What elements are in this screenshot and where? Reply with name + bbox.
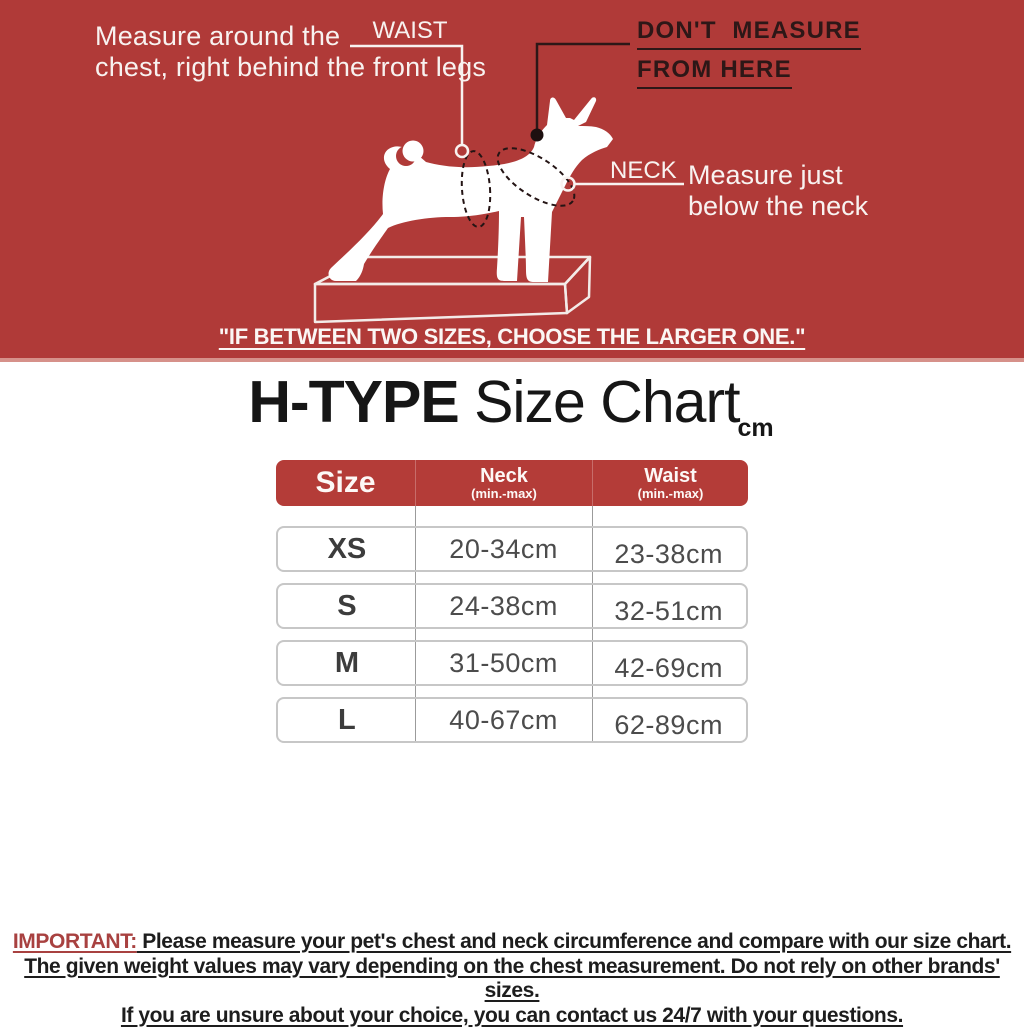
table-row bbox=[276, 583, 748, 629]
header-size: Size bbox=[276, 460, 415, 506]
neck-value: 40-67cm bbox=[416, 699, 592, 741]
dont-measure-note bbox=[637, 17, 861, 95]
waist-value: 23-38cm bbox=[591, 533, 746, 575]
title-unit: cm bbox=[738, 414, 774, 443]
waist-label: WAIST bbox=[358, 17, 462, 45]
page-title bbox=[0, 368, 1024, 436]
chest-note-line2: chest, right behind the front legs bbox=[95, 52, 486, 83]
head-dot bbox=[531, 129, 544, 142]
table-row bbox=[276, 526, 748, 572]
disclaimer-line1-text: Please measure your pet's chest and neck circumference and compare with our size chart. bbox=[137, 930, 1011, 953]
waist-value: 32-51cm bbox=[591, 590, 746, 632]
title-rest: Size Chart bbox=[459, 369, 740, 435]
title-brand: H-TYPE bbox=[248, 369, 458, 435]
size-value: XS bbox=[278, 528, 416, 570]
neck-note-line1: Measure just bbox=[688, 160, 868, 191]
disclaimer bbox=[0, 930, 1024, 1028]
neck-value: 24-38cm bbox=[416, 585, 592, 627]
disclaimer-line3: If you are unsure about your choice, you can contact us 24/7 with your questions. bbox=[0, 1004, 1024, 1028]
disclaimer-line1 bbox=[0, 930, 1024, 955]
header-neck: Neck (min.-max) bbox=[415, 460, 592, 506]
table-row bbox=[276, 640, 748, 686]
table-row bbox=[276, 697, 748, 743]
table-header bbox=[276, 460, 748, 506]
dont-measure-line1: DON'T MEASURE bbox=[637, 17, 861, 50]
neck-value: 20-34cm bbox=[416, 528, 592, 570]
header-waist: Waist (min.-max) bbox=[592, 460, 748, 506]
waist-value: 62-89cm bbox=[591, 704, 746, 746]
sizing-quote: "IF BETWEEN TWO SIZES, CHOOSE THE LARGER ONE." bbox=[0, 324, 1024, 350]
tail-crescent-white bbox=[403, 141, 424, 162]
table-body bbox=[276, 526, 748, 743]
dont-measure-line2: FROM HERE bbox=[637, 56, 792, 89]
neck-note-line2: below the neck bbox=[688, 191, 868, 222]
hero-section bbox=[0, 0, 1024, 362]
neck-value: 31-50cm bbox=[416, 642, 592, 684]
neck-label: NECK bbox=[610, 157, 677, 185]
waist-value: 42-69cm bbox=[591, 647, 746, 689]
size-value: L bbox=[278, 699, 416, 741]
size-value: S bbox=[278, 585, 416, 627]
chest-note-line1: Measure around the bbox=[95, 21, 486, 52]
disclaimer-line2: The given weight values may vary depending on the chest measurement. Do not rely on other brands' sizes. bbox=[0, 955, 1024, 1004]
size-table bbox=[276, 460, 748, 743]
neck-measure-note bbox=[688, 160, 868, 222]
important-label: IMPORTANT: bbox=[13, 930, 137, 953]
size-value: M bbox=[278, 642, 416, 684]
